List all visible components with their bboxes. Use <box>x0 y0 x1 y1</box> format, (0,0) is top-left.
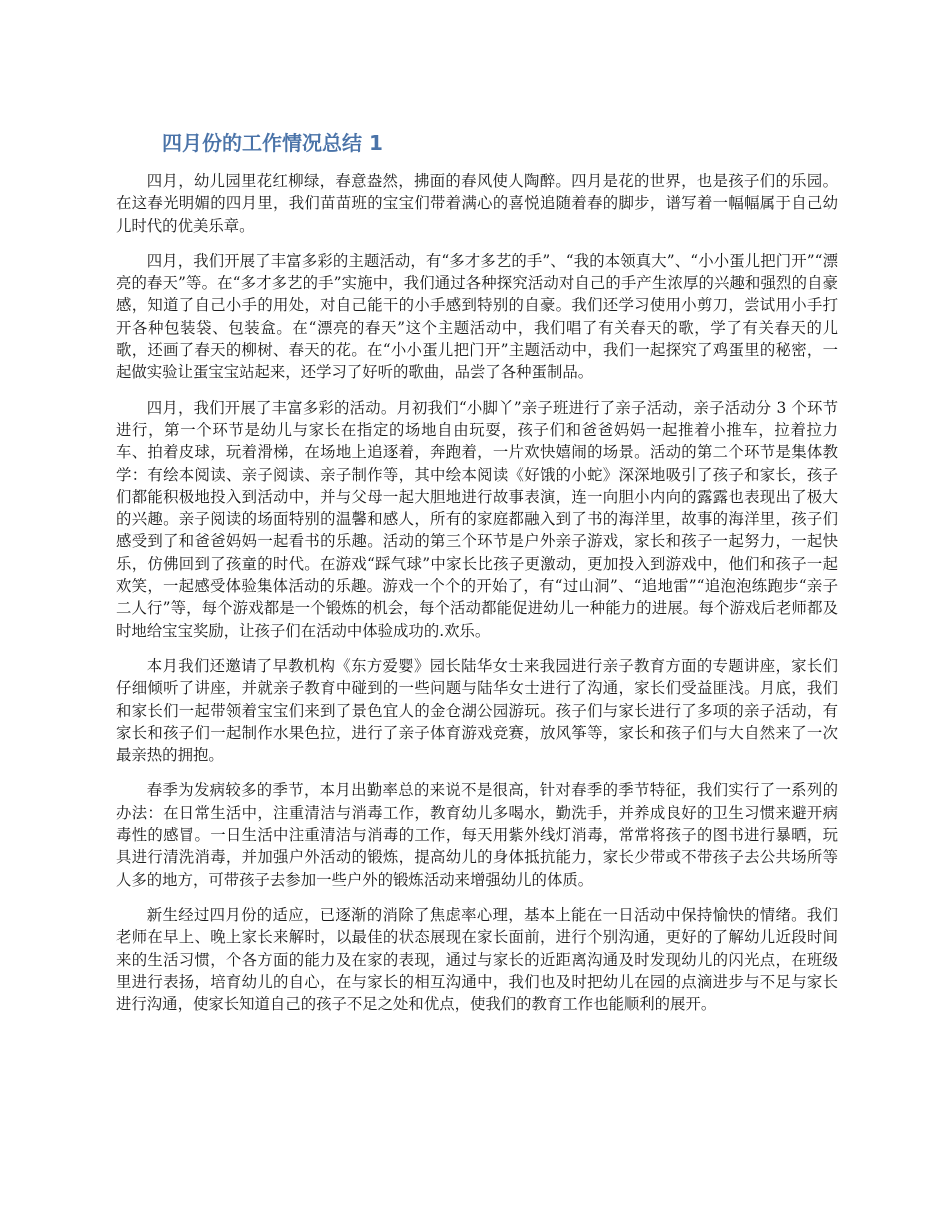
paragraph-5: 春季为发病较多的季节，本月出勤率总的来说不是很高，针对春季的季节特征，我们实行了一系列的办法：在日常生活中，注重清洁与消毒工作，教育幼儿多喝水，勤洗手，并养成良好的卫生习惯来避开病毒性的感冒。一日生活中注重清洁与消毒的工作，每天用紫外线灯消毒，常常将孩子的图书进行暴晒，玩具进行清洗消毒，并加强户外活动的锻炼，提高幼儿的身体抵抗能力，家长少带或不带孩子去公共场所等人多的地方，可带孩子去参加一些户外的锻炼活动来增强幼儿的体质。 <box>116 781 838 889</box>
paragraph-2: 四月，我们开展了丰富多彩的主题活动，有“多才多艺的手”、“我的本领真大”、“小小蛋儿把门开”“漂亮的春天”等。在“多才多艺的手”实施中，我们通过各种探究活动对自己的手产生浓厚的兴趣和强烈的自豪感，知道了自己小手的用处，对自己能干的小手感到特别的自豪。我们还学习使用小剪刀，尝试用小手打开各种包装袋、包装盒。在“漂亮的春天”这个主题活动中，我们唱了有关春天的歌，学了有关春天的儿歌，还画了春天的柳树、春天的花。在“小小蛋儿把门开”主题活动中，我们一起探究了鸡蛋里的秘密，一起做实验让蛋宝宝站起来，还学习了好听的歌曲，品尝了各种蛋制品。 <box>116 251 838 382</box>
document-title: 四月份的工作情况总结 1 <box>162 131 383 155</box>
paragraph-4: 本月我们还邀请了早教机构《东方爱婴》园长陆华女士来我园进行亲子教育方面的专题讲座，家长们仔细倾听了讲座，并就亲子教育中碰到的一些问题与陆华女士进行了沟通，家长们受益匪浅。月底，我们和家长们一起带领着宝宝们来到了景色宜人的金仓湖公园游玩。孩子们与家长进行了多项的亲子活动，有家长和孩子们一起制作水果色拉，进行了亲子体育游戏竞赛，放风筝等，家长和孩子们与大自然来了一次最亲热的拥抱。 <box>116 656 838 765</box>
paragraph-1: 四月，幼儿园里花红柳绿，春意盎然，拂面的春风使人陶醉。四月是花的世界，也是孩子们的乐园。在这春光明媚的四月里，我们苗苗班的宝宝们带着满心的喜悦追随着春的脚步，谱写着一幅幅属于自己幼儿时代的优美乐章。 <box>116 172 838 235</box>
paragraph-3: 四月，我们开展了丰富多彩的活动。月初我们“小脚丫”亲子班进行了亲子活动，亲子活动分 3 个环节进行，第一个环节是幼儿与家长在指定的场地自由玩耍，孩子们和爸爸妈妈一起推着小推车，拉着拉力车、拍着皮球，玩着滑梯，在场地上追逐着，奔跑着，一片欢快嬉闹的场景。活动的第二个环节是集体教学：有绘本阅读、亲子阅读、亲子制作等，其中绘本阅读《好饿的小蛇》深深地吸引了孩子和家长，孩子们都能积极地投入到活动中，并与父母一起大胆地进行故事表演，连一向胆小内向的露露也表现出了极大的兴趣。亲子阅读的场面特别的温馨和感人，所有的家庭都融入到了书的海洋里，故事的海洋里，孩子们感受到了和爸爸妈妈一起看书的乐趣。活动的第三个环节是户外亲子游戏，家长和孩子一起努力，一起快乐，仿佛回到了孩童的时代。在游戏“踩气球”中家长比孩子更激动，更加投入到游戏中，他们和孩子一起欢笑，一起感受体验集体活动的乐趣。游戏一个个的开始了，有“过山洞”、“追地雷”“追泡泡练跑步“亲子二人行”等，每个游戏都是一个锻炼的机会，每个活动都能促进幼儿一种能力的进展。每个游戏后老师都及时地给宝宝奖励，让孩子们在活动中体验成功的.欢乐。 <box>116 398 838 640</box>
paragraph-6: 新生经过四月份的适应，已逐渐的消除了焦虑率心理，基本上能在一日活动中保持愉快的情绪。我们老师在早上、晚上家长来解时，以最佳的状态展现在家长面前，进行个别沟通，更好的了解幼儿近段时间来的生活习惯，个各方面的能力及在家的表现，通过与家长的近距离沟通及时发现幼儿的闪光点，在班级里进行表扬，培育幼儿的自心，在与家长的相互沟通中，我们也及时把幼儿在园的点滴进步与不足与家长进行沟通，使家长知道自己的孩子不足之处和优点，使我们的教育工作也能顺利的展开。 <box>116 905 838 1014</box>
document-body <box>116 170 838 1028</box>
